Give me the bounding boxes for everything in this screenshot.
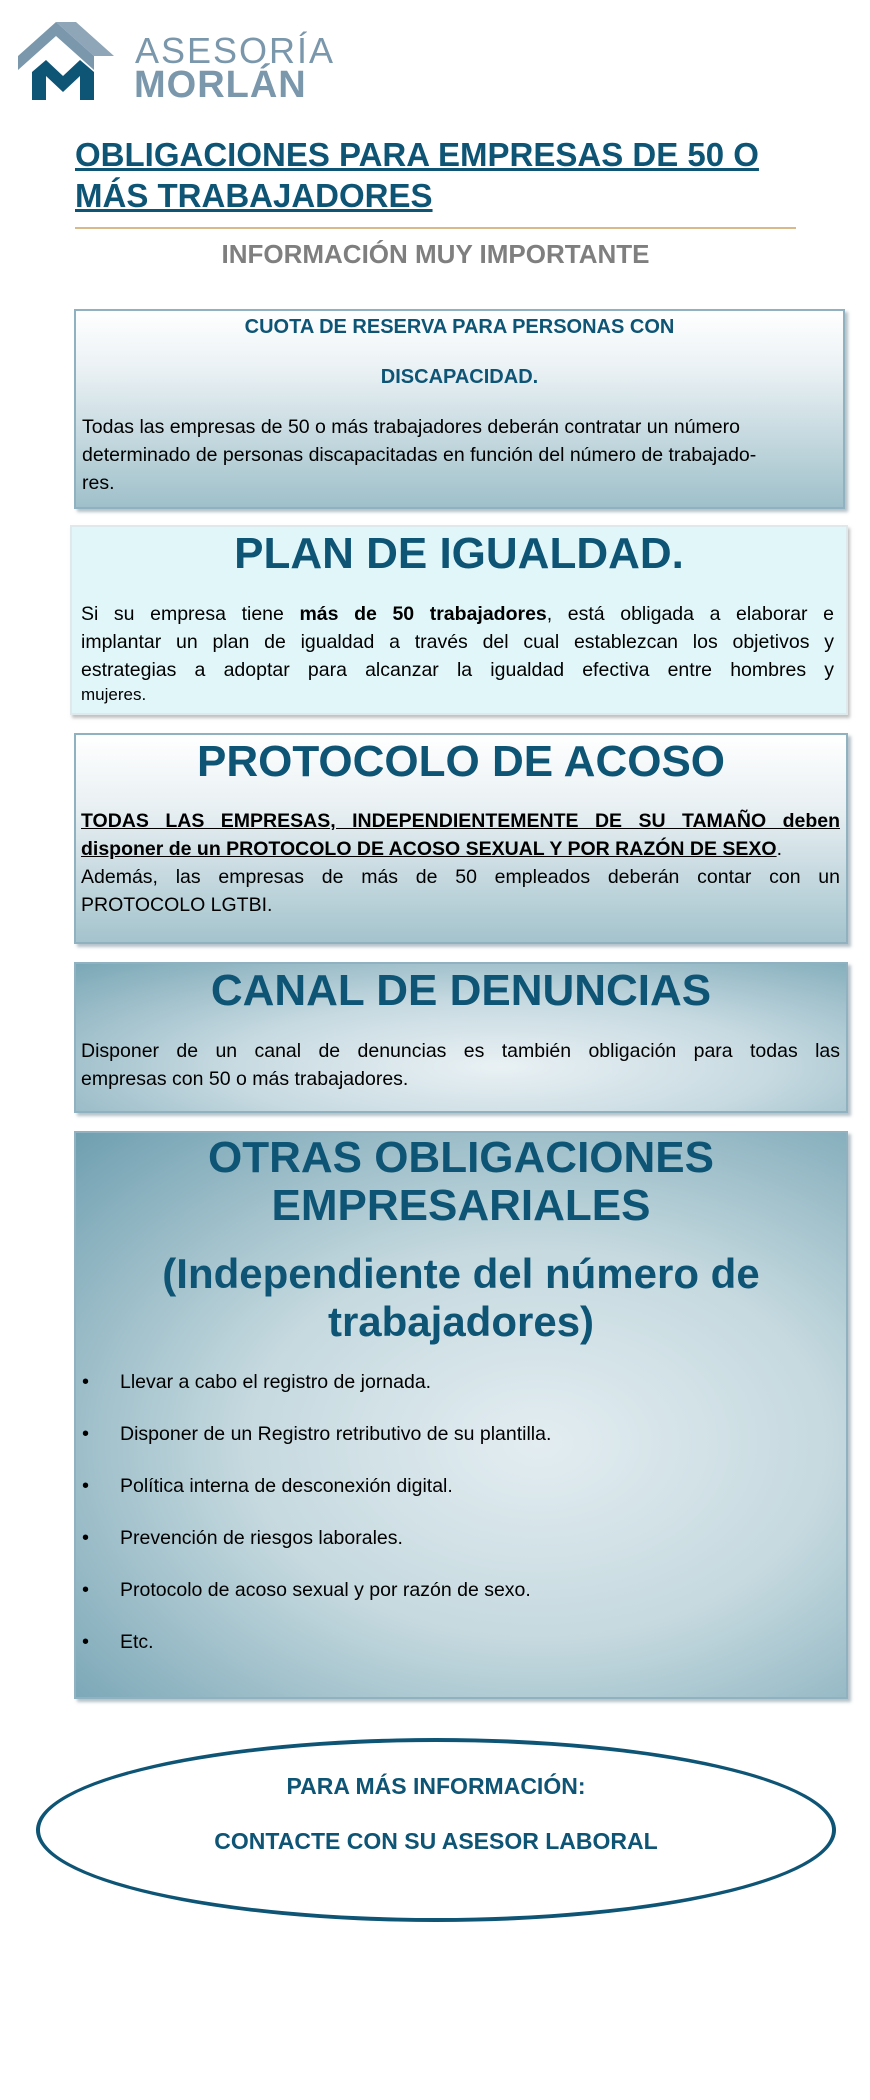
igualdad-line4: mujeres. [81, 685, 147, 704]
otras-title [74, 1134, 848, 1230]
acoso-line2-end: . [776, 838, 783, 860]
denuncias-line1: Disponer de un canal de denuncias es también obligación para todas las [81, 1040, 840, 1062]
otras-title-line2: EMPRESARIALES [271, 1181, 651, 1230]
list-item: • Prevención de riesgos laborales. [76, 1526, 816, 1578]
igualdad-line1 [81, 600, 834, 628]
denuncias-title: CANAL DE DENUNCIAS [210, 966, 712, 1015]
acoso-title: PROTOCOLO DE ACOSO [196, 737, 726, 786]
acoso-line2 [81, 835, 840, 863]
list-item: • Etc. [76, 1630, 816, 1682]
list-item: • Llevar a cabo el registro de jornada. [76, 1370, 816, 1422]
otras-subtitle-line1: (Independiente del número de [162, 1250, 760, 1297]
otras-subtitle [74, 1250, 848, 1346]
list-item: • Protocolo de acoso sexual y por razón de sexo. [76, 1578, 816, 1630]
cuota-body [82, 413, 837, 497]
page-subtitle: INFORMACIÓN MUY IMPORTANTE [221, 239, 650, 269]
cuota-body-line3: res. [82, 472, 115, 494]
logo-text-morlan: MORLÁN [134, 64, 307, 106]
page-title [75, 134, 795, 216]
title-divider [75, 227, 796, 229]
cuota-body-line2: determinado de personas discapacitadas en función del número de trabajado- [82, 444, 757, 466]
page-title-line1: OBLIGACIONES PARA EMPRESAS DE 50 O [75, 136, 759, 173]
list-item: • Política interna de desconexión digital. [76, 1474, 816, 1526]
logo-text-asesoria: ASESORÍA [135, 30, 336, 71]
acoso-line3: Además, las empresas de más de 50 empleados deberán contar con un [81, 866, 840, 888]
denuncias-line2: empresas con 50 o más trabajadores. [81, 1068, 409, 1090]
contact-line2: CONTACTE CON SU ASESOR LABORAL [214, 1828, 658, 1854]
contact-line1: PARA MÁS INFORMACIÓN: [286, 1773, 586, 1799]
acoso-bold-line1: TODAS LAS EMPRESAS, INDEPENDIENTEMENTE DE SU TAMAÑO deben [81, 810, 840, 832]
igualdad-text-pre: Si su empresa tiene [81, 603, 300, 625]
otras-subtitle-line2: trabajadores) [327, 1298, 595, 1345]
cuota-body-line1: Todas las empresas de 50 o más trabajadores deberán contratar un número [82, 416, 740, 438]
denuncias-body [81, 1037, 840, 1093]
page-title-line2: MÁS TRABAJADORES [75, 177, 433, 214]
otras-list [76, 1370, 816, 1682]
acoso-body [81, 807, 840, 919]
igualdad-line3: estrategias a adoptar para alcanzar la igualdad efectiva entre hombres y [81, 659, 834, 681]
list-item: • Disponer de un Registro retributivo de su plantilla. [76, 1422, 816, 1474]
otras-title-line1: OTRAS OBLIGACIONES [207, 1133, 715, 1182]
cuota-title-line1: CUOTA DE RESERVA PARA PERSONAS CON [244, 316, 675, 338]
igualdad-title: PLAN DE IGUALDAD. [234, 529, 684, 578]
acoso-bold-line2: disponer de un PROTOCOLO DE ACOSO SEXUAL Y POR RAZÓN DE SEXO [81, 838, 777, 860]
igualdad-text-post: , está obligada a elaborar e [546, 603, 834, 625]
logo-mark-icon [18, 18, 136, 100]
igualdad-text-bold: más de 50 trabajadores [299, 603, 547, 625]
igualdad-line2: implantar un plan de igualdad a través del cual establezcan los objetivos y [81, 631, 834, 653]
acoso-line4: PROTOCOLO LGTBI. [81, 894, 273, 916]
igualdad-body [81, 600, 834, 706]
cuota-title-line2: DISCAPACIDAD. [380, 366, 539, 388]
